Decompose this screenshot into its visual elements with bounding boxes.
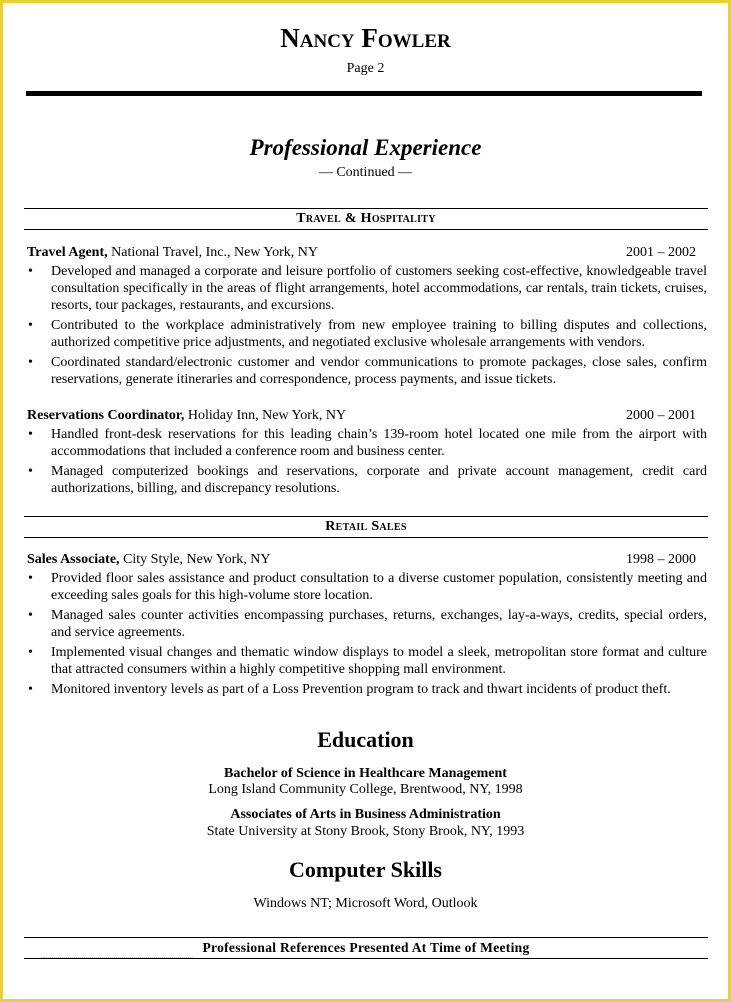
- job-title: Reservations Coordinator,: [27, 408, 185, 423]
- bullet-item: • Contributed to the workplace administratively from new employee training to billing disputes and collections, authorized competitive price adjustments, and negotiated exclusive wholesale arrangements with vendors.: [27, 317, 707, 351]
- bullet-item: • Implemented visual changes and thematic window displays to model a sleek, metropolitan store format and culture that attracted consumers within a highly competitive shopping mall environment.: [27, 644, 707, 678]
- bullet-item: • Provided floor sales assistance and product consultation to a diverse customer population, consistently meeting and exceeding sales goals for this high-volume store location.: [27, 570, 707, 604]
- job-title-line: [27, 551, 270, 568]
- job-header: [27, 407, 707, 424]
- candidate-name: Nancy Fowler: [280, 23, 451, 53]
- bullet-item: • Handled front-desk reservations for this leading chain’s 139-room hotel located one mile from the airport with accommodations that included a conference room and business center.: [27, 426, 707, 460]
- education-heading: Education: [317, 727, 414, 752]
- job-entry: [27, 551, 707, 701]
- bullet-item: • Managed sales counter activities encompassing purchases, returns, exchanges, lay-a-ways, credits, special orders, and service agreements.: [27, 607, 707, 641]
- skills-text: Windows NT; Microsoft Word, Outlook: [253, 896, 478, 911]
- job-title: Sales Associate,: [27, 552, 120, 567]
- degree-title: Bachelor of Science in Healthcare Management: [224, 766, 507, 781]
- job-dates: 1998 – 2000: [626, 552, 696, 567]
- degree-school: Long Island Community College, Brentwood, NY, 1998: [208, 782, 523, 797]
- job-dates: 2001 – 2002: [626, 245, 696, 260]
- header-divider: [26, 91, 702, 96]
- job-header: [27, 244, 707, 261]
- job-header: [27, 551, 707, 568]
- faint-divider: [43, 957, 193, 961]
- job-employer: Holiday Inn, New York, NY: [184, 408, 347, 423]
- references-band: Professional References Presented At Time of Meeting: [24, 937, 708, 959]
- job-entry: [27, 244, 707, 391]
- job-entry: [27, 407, 707, 500]
- job-employer: National Travel, Inc., New York, NY: [107, 245, 319, 260]
- bullet-item: • Coordinated standard/electronic customer and vendor communications to promote packages, close sales, confirm reservations, generate itineraries and correspondence, process payments, and issue tickets.: [27, 354, 707, 388]
- bullet-item: • Monitored inventory levels as part of a Loss Prevention program to track and thwart incidents of product theft.: [27, 681, 707, 698]
- skills-heading: Computer Skills: [288, 857, 442, 882]
- job-dates: 2000 – 2001: [626, 408, 696, 423]
- continued-label: — Continued —: [318, 165, 413, 180]
- job-bullets: [27, 570, 707, 698]
- section-band-retail: Retail Sales: [24, 516, 708, 538]
- job-title: Travel Agent,: [27, 245, 108, 260]
- bullet-item: • Developed and managed a corporate and leisure portfolio of customers seeking cost-effective, knowledgeable travel consultation specifically in the areas of flight arrangements, hotel accommodations, car rentals, train tickets, cruises, resorts, tour packages, restaurants, and excursions.: [27, 263, 707, 314]
- experience-heading: Professional Experience: [249, 135, 482, 160]
- job-title-line: [27, 244, 318, 261]
- job-bullets: [27, 263, 707, 388]
- job-bullets: [27, 426, 707, 497]
- job-title-line: [27, 407, 346, 424]
- bullet-item: • Managed computerized bookings and reservations, corporate and private account management, credit card authorizations, billing, and discrepancy resolutions.: [27, 463, 707, 497]
- page-number: Page 2: [346, 61, 385, 76]
- section-band-travel: Travel & Hospitality: [24, 208, 708, 230]
- degree-title: Associates of Arts in Business Administration: [230, 807, 501, 822]
- degree-school: State University at Stony Brook, Stony Brook, NY, 1993: [206, 824, 525, 839]
- job-employer: City Style, New York, NY: [119, 552, 271, 567]
